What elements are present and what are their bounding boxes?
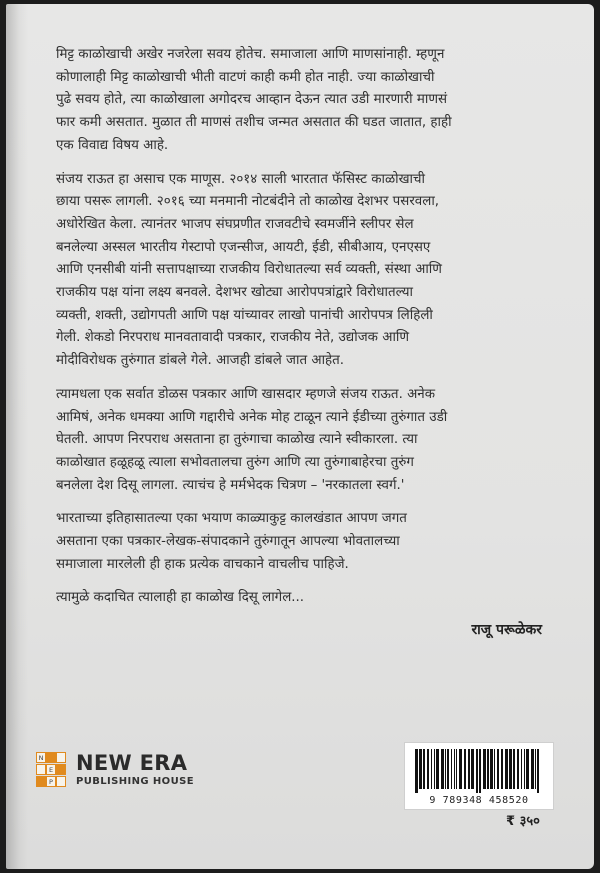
logo-cell-filled <box>46 752 56 763</box>
text-line: अधोरेखित केला. त्यानंतर भाजप संघप्रणीत राजवटीचे स्वमर्जीने स्लीपर सेल <box>56 216 414 232</box>
barcode-icon <box>413 749 545 793</box>
publisher-name <box>76 752 194 788</box>
logo-cell-filled <box>36 776 46 787</box>
text-line: कोणालाही मिट्ट काळोखाची भीती वाटणं काही कमी होत नाही. ज्या काळोखाची <box>56 69 435 85</box>
nep-logo-icon <box>36 752 68 788</box>
text-line: समाजाला मारलेली ही हाक प्रत्येक वाचकाने वाचलीच पाहिजे. <box>56 556 349 572</box>
text-line: काळोखात हळूहळू त्याला सभोवतालचा तुरुंग आणि त्या तुरुंगाबाहेरचा तुरुंग <box>56 454 414 470</box>
text-line: भारताच्या इतिहासातल्या एका भयाण काळ्याकुट्ट कालखंडात आपण जगत <box>56 511 407 527</box>
text-line: पुढे सवय होते, त्या काळोखाला अगोदरच आव्हान देऊन त्यात उडी मारणारी माणसं <box>56 92 448 108</box>
logo-cell-e: E <box>46 764 56 775</box>
logo-cell-blank <box>56 776 66 787</box>
price-label: ₹ ३५० <box>506 814 540 829</box>
text-line: मिट्ट काळोखाची अखेर नजरेला सवय होतेच. समाजाला आणि माणसांनाही. म्हणून <box>56 47 445 62</box>
blurb-text <box>56 44 564 621</box>
text-line: गेली. शेकडो निरपराध मानवतावादी पत्रकार, राजकीय नेते, उद्योजक आणि <box>56 330 410 346</box>
text-line: एक विवाद्य विषय आहे. <box>56 137 169 153</box>
blurb-paragraph <box>56 169 564 373</box>
barcode-digits: 9 789348 458520 <box>429 795 529 806</box>
text-line: आमिषं, अनेक धमक्या आणि गद्दारीचे अनेक मोह टाळून त्याने ईडीच्या तुरुंगात उडी <box>56 409 448 425</box>
text-line: त्यामधला एक सर्वात डोळस पत्रकार आणि खासदार म्हणजे संजय राऊत. अनेक <box>56 386 436 402</box>
text-line: त्यामुळे कदाचित त्यालाही हा काळोख दिसू लागेल... <box>56 590 305 606</box>
author-signature: राजू परूळेकर <box>471 622 542 638</box>
text-line: फार कमी असतात. मुळात ती माणसं तशीच जन्मत असतात की घडत जातात, हाही <box>56 115 452 131</box>
logo-cell-blank <box>56 752 66 763</box>
publisher-name-sub: PUBLISHING HOUSE <box>76 776 194 787</box>
text-line: असताना एका पत्रकार-लेखक-संपादकाने तुरुंगातून आपल्या भोवतालच्या <box>56 534 400 550</box>
logo-cell-filled <box>56 764 66 775</box>
logo-cell-n: N <box>36 752 46 763</box>
logo-cell-p: P <box>46 776 56 787</box>
publisher-logo <box>36 750 194 790</box>
blurb-paragraph <box>56 384 564 498</box>
spine-shadow <box>6 4 28 869</box>
text-line: घेतली. आपण निरपराध असताना हा तुरुंगाचा काळोख त्याने स्वीकारला. त्या <box>56 432 418 448</box>
blurb-paragraph <box>56 587 564 610</box>
back-cover <box>6 4 594 869</box>
text-line: छाया पसरू लागली. २०१६ च्या मनमानी नोटबंदीने तो काळोख देशभर पसरवला, <box>56 194 440 210</box>
logo-cell-blank <box>36 764 46 775</box>
text-line: राजकीय पक्ष यांना लक्ष्य बनवले. देशभर खोट्या आरोपपत्रांद्वारे विरोधातल्या <box>56 285 413 301</box>
text-line: संजय राऊत हा असाच एक माणूस. २०१४ साली भारतात फॅसिस्ट काळोखाची <box>56 171 425 187</box>
publisher-name-main: NEW ERA <box>76 751 188 775</box>
text-line: बनलेल्या अस्सल भारतीय गेस्टापो एजन्सीज, आयटी, ईडी, सीबीआय, एनएसए <box>56 239 431 255</box>
text-line: आणि एनसीबी यांनी सत्तापक्षाच्या राजकीय विरोधातल्या सर्व व्यक्ती, संस्था आणि <box>56 262 442 278</box>
text-line: मोदीविरोधक तुरुंगात डांबले गेले. आजही डांबले जात आहेत. <box>56 353 345 369</box>
blurb-paragraph <box>56 508 564 576</box>
isbn-barcode <box>404 742 554 810</box>
text-line: व्यक्ती, शक्ती, उद्योगपती आणि पक्ष यांच्यावर लाखो पानांची आरोपपत्र लिहिली <box>56 307 433 323</box>
blurb-paragraph <box>56 44 564 158</box>
text-line: बनलेला देश दिसू लागला. त्याचंच हे मर्मभेदक चित्रण – 'नरकातला स्वर्ग.' <box>56 477 405 493</box>
